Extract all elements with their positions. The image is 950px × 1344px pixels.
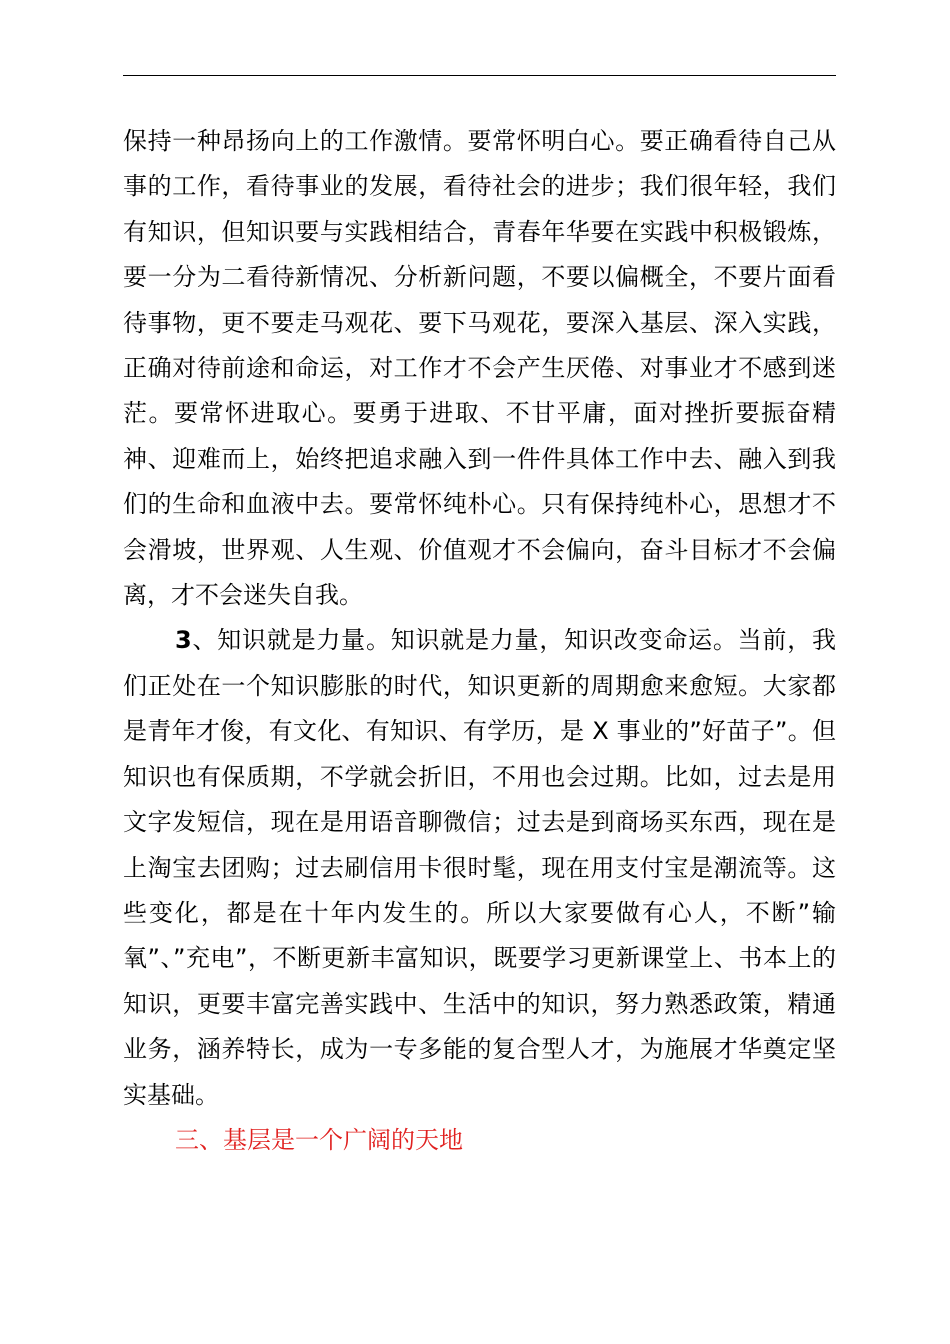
body-text	[123, 119, 836, 1163]
header-rule	[123, 75, 836, 76]
paragraph-2-text: 、知识就是力量。知识就是力量，知识改变命运。当前，我们正处在一个知识膨胀的时代，知识更新的周期愈来愈短。大家都是青年才俊，有文化、有知识、有学历，是 X 事业的”好苗子”。但知识也有保质期，不学就会折旧，不用也会过期。比如，过去是用文字发短信，现在是用语音聊微信；过去是到商场买东西，现在是上淘宝去团购；过去刷信用卡很时髦，现在用支付宝是潮流等。这些变化，都是在十年内发生的。所以大家要做有心人，不断”输氧”、”充电”，不断更新丰富知识，既要学习更新课堂上、书本上的知识，更要丰富完善实践中、生活中的知识，努力熟悉政策，精通业务，涵养特长，成为一专多能的复合型人才，为施展才华奠定坚实基础。	[123, 626, 836, 1109]
paragraph-2	[123, 618, 836, 1117]
section-heading-3: 三、基层是一个广阔的天地	[175, 1125, 463, 1154]
paragraph-1: 保持一种昂扬向上的工作激情。要常怀明白心。要正确看待自己从事的工作，看待事业的发展，看待社会的进步；我们很年轻，我们有知识，但知识要与实践相结合，青春年华要在实践中积极锻炼，要一分为二看待新情况、分析新问题，不要以偏概全，不要片面看待事物，更不要走马观花、要下马观花，要深入基层、深入实践，正确对待前途和命运，对工作才不会产生厌倦、对事业才不感到迷茫。要常怀进取心。要勇于进取、不甘平庸，面对挫折要振奋精神、迎难而上，始终把追求融入到一件件具体工作中去、融入到我们的生命和血液中去。要常怀纯朴心。只有保持纯朴心，思想才不会滑坡，世界观、人生观、价值观才不会偏向，奋斗目标才不会偏离，才不会迷失自我。	[123, 127, 836, 610]
paragraph-2-number: 3	[175, 626, 192, 655]
